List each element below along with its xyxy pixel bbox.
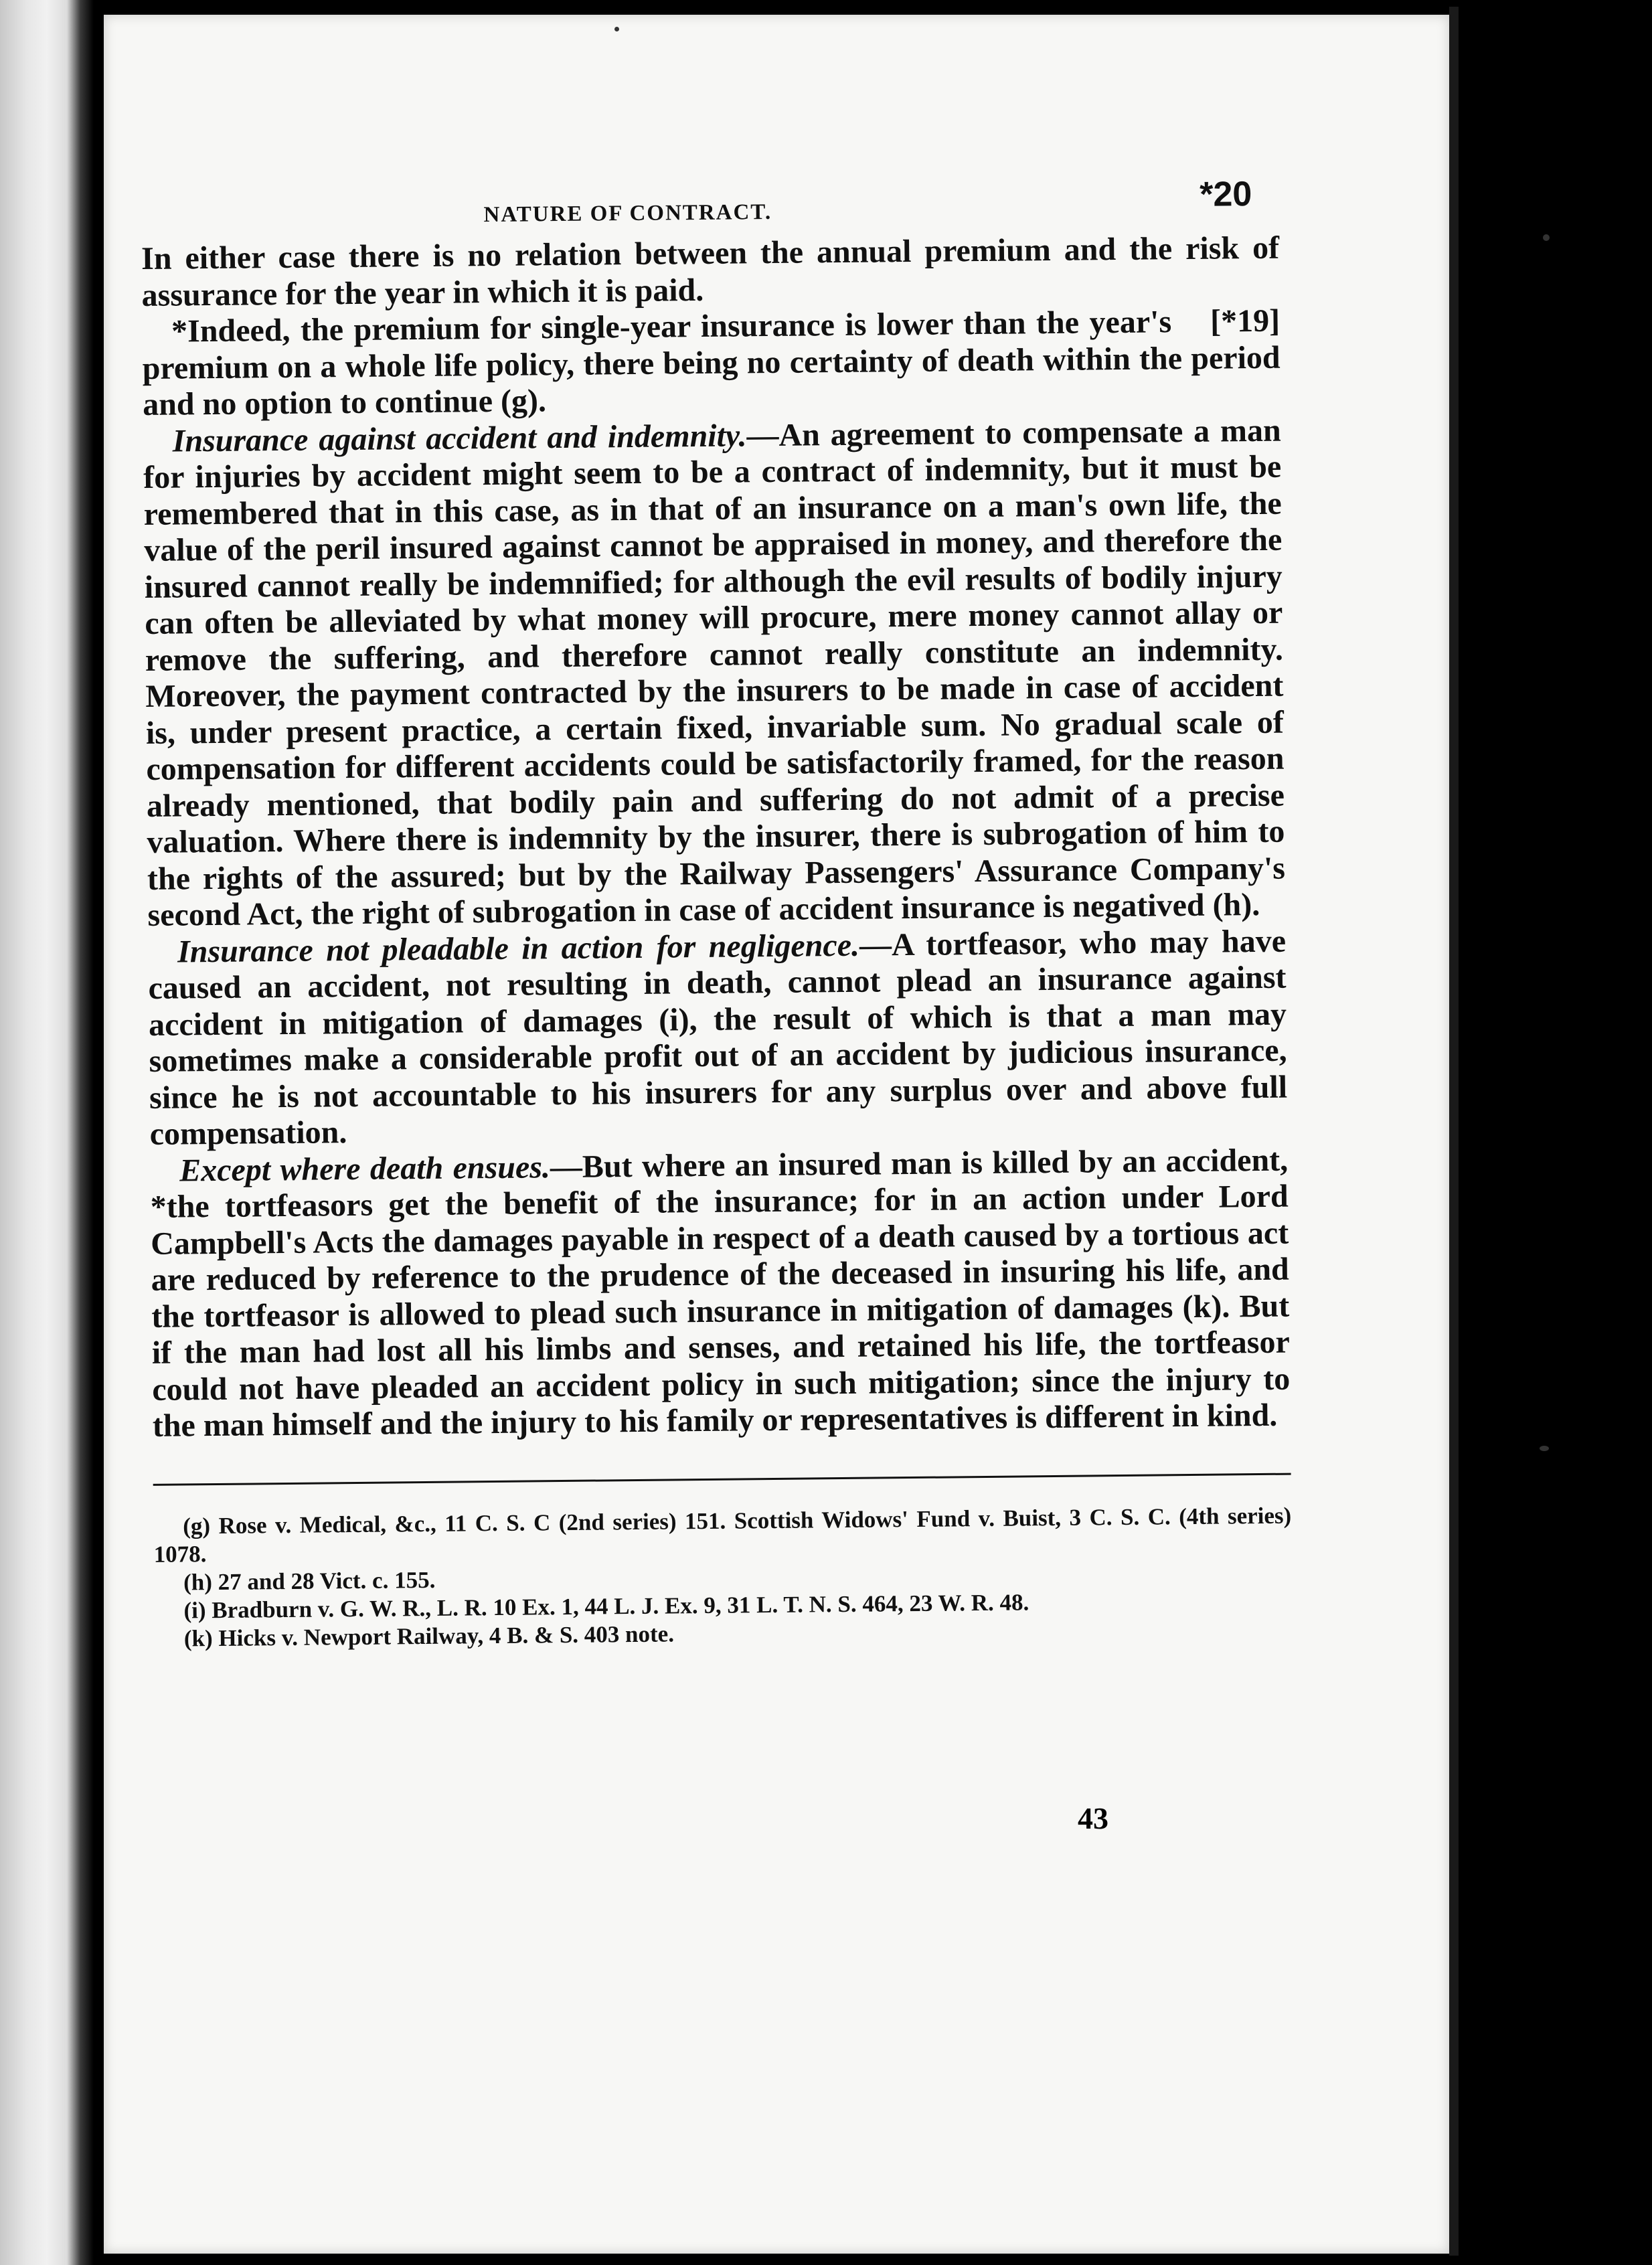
page-number: 43 — [1078, 1801, 1108, 1835]
paragraph — [141, 230, 1280, 314]
paragraph-text: *Indeed, the premium for single-year insurance is lower than the year's premium on a whole life policy, there being no certainty of death within the period and no option to continue (g). — [142, 304, 1281, 422]
footnote-rule — [153, 1473, 1291, 1485]
paragraph — [143, 412, 1285, 934]
adjacent-page-edge — [0, 0, 100, 2265]
scan-speck — [1543, 234, 1550, 241]
paragraph — [148, 923, 1288, 1153]
running-head — [141, 170, 1279, 241]
paragraph — [150, 1142, 1291, 1444]
paragraph-text: In either case there is no relation between the annual premium and the risk of assurance for the year in which it is paid. — [141, 230, 1280, 313]
running-title: NATURE OF CONTRACT. — [483, 199, 772, 228]
page-content — [141, 170, 1293, 1653]
margin-page-ref: [*19] — [1210, 303, 1281, 339]
paragraph-text: —An agreement to compensate a man for injuries by accident might seem to be a contract of indemnity, but it must be remembered that in this case, as in that of an insurance on a man's own life, the value of the peril insured against cannot be appraised in money, and therefore the insured cannot really be indemnified; for although the evil results of bodily injury can often be alleviated by what money will procure, mere money cannot allay or remove the suffering, and therefore cannot really constitute an indemnity. Moreover, the payment contracted by the insurers to be made in case of accident is, under present practice, a certain fixed, invariable sum. No gradual scale of compensation for different accidents could be satisfactorily framed, for the reason already mentioned, that bodily pain and suffering do not admit of a precise valuation. Where there is indemnity by the insurer, there is subrogation of him to the rights of the assured; but by the Railway Passengers' Assurance Company's second Act, the right of subrogation in case of accident insurance is negatived (h). — [143, 412, 1286, 933]
footnote: (i) Bradburn v. G. W. R., L. R. 10 Ex. 1, 44 L. J. Ex. 9, 31 L. T. N. S. 464, 23 W. R. 48. — [183, 1588, 1029, 1623]
side-heading: Except where death ensues. — [179, 1149, 551, 1189]
paragraph — [142, 303, 1281, 424]
paragraph-text: —A tortfeasor, who may have caused an accident, not resulting in death, cannot plead an insurance against accident in mitigation of damages (i), the result of which is that a man may sometimes make a considerable profit out of an accident by judicious insurance, since he is not accountable to his insurers for any surplus over and above full compensation. — [148, 923, 1288, 1152]
paragraph-text: —But where an insured man is killed by an accident, *the tortfeasors get the benefit of the insurance; for in an action under Lord Campbell's Acts the damages payable in respect of a death caused by a tortious act are reduced by reference to the prudence of the deceased in insuring his life, and the tortfeasor is allowed to plead such insurance in mitigation of damages (k). But if the man had lost all his limbs and senses, and retained his life, the tortfeasor could not have pleaded an accident policy in such mitigation; since the injury to the man himself and the injury to his family or representatives is different in kind. — [150, 1142, 1291, 1444]
footnote: (k) Hicks v. Newport Railway, 4 B. & S. 403 note. — [183, 1620, 675, 1651]
scan-speck — [614, 27, 619, 31]
side-heading: Insurance not pleadable in action for negligence. — [177, 927, 860, 970]
scan-speck — [1540, 1446, 1549, 1451]
footnote: (h) 27 and 28 Vict. c. 155. — [183, 1566, 436, 1595]
side-heading: Insurance against accident and indemnity. — [172, 417, 747, 459]
footnote: (g) Rose v. Medical, &c., 11 C. S. C (2nd series) 151. Scottish Widows' Fund v. Buist, 3 C. S. C. (4th series) 1078. — [153, 1502, 1292, 1568]
star-page-mark: *20 — [1199, 175, 1252, 214]
page-border — [1449, 7, 1459, 2256]
